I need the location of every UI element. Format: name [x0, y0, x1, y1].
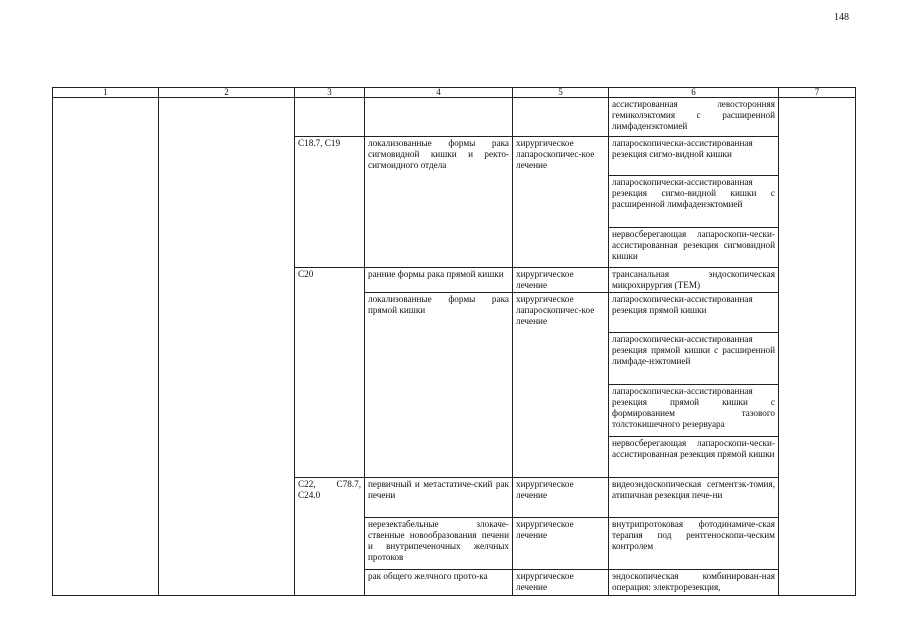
method-cell: трансанальная эндоскопическая микрохирургия (ТЕМ)	[609, 268, 779, 293]
method-cell: нервосберегающая лапароскопи-чески- ассистированная резекция сигмовидной кишки	[609, 228, 779, 268]
treatment-type-cell: хирургическое лечение	[513, 570, 609, 596]
method-cell: лапароскопически-ассистированная резекция прямой кишки с формированием тазового толстокишечного резервуара	[609, 385, 779, 437]
col2-cell	[159, 98, 295, 596]
table-row	[53, 98, 856, 137]
treatment-table	[52, 87, 856, 596]
code-cell	[295, 98, 365, 137]
condition-cell: локализованные формы рака сигмовидной кишки и ректо-сигмоидного отдела	[365, 137, 513, 268]
method-cell: внутрипротоковая фотодинамиче-ская терапия под рентгеноскопи-ческим контролем	[609, 518, 779, 570]
method-cell: видеоэндоскопическая сегментэк-томия, атипичная резекция пече-ни	[609, 478, 779, 518]
treatment-type-cell: хирургическое лапароскопичес-кое лечение	[513, 293, 609, 478]
header-cell-1: 1	[53, 88, 159, 98]
treatment-type-cell: хирургическое лечение	[513, 518, 609, 570]
method-cell: ассистированная левосторонняя гемиколэктомия с расширенной лимфаденэктомией	[609, 98, 779, 137]
condition-cell	[365, 98, 513, 137]
method-cell: эндоскопическая комбинирован-ная операция: электрорезекция,	[609, 570, 779, 596]
condition-cell: рак общего желчного прото-ка	[365, 570, 513, 596]
condition-cell: локализованные формы рака прямой кишки	[365, 293, 513, 478]
header-cell-7: 7	[779, 88, 856, 98]
code-cell: C20	[295, 268, 365, 478]
header-cell-2: 2	[159, 88, 295, 98]
treatment-type-cell: хирургическое лечение	[513, 268, 609, 293]
method-cell: лапароскопически-ассистированная резекция сигмо-видной кишки с расширенной лимфаденэктомией	[609, 176, 779, 228]
col1-cell	[53, 98, 159, 596]
method-cell: нервосберегающая лапароскопи-чески-ассистированная резекция прямой кишки	[609, 437, 779, 478]
method-cell: лапароскопически-ассистированная резекция сигмо-видной кишки	[609, 137, 779, 176]
condition-cell: первичный и метастатиче-ский рак печени	[365, 478, 513, 518]
col7-cell	[779, 98, 856, 596]
header-cell-3: 3	[295, 88, 365, 98]
page-number: 148	[834, 12, 849, 23]
header-cell-6: 6	[609, 88, 779, 98]
method-cell: лапароскопически-ассистированная резекция прямой кишки с расширенной лимфаде-нэктомией	[609, 333, 779, 385]
method-cell: лапароскопически-ассистированная резекция прямой кишки	[609, 293, 779, 333]
treatment-type-cell: хирургическое лапароскопичес-кое лечение	[513, 137, 609, 268]
header-row	[53, 88, 856, 98]
treatment-type-cell	[513, 98, 609, 137]
header-cell-5: 5	[513, 88, 609, 98]
code-cell: C18.7, C19	[295, 137, 365, 268]
header-cell-4: 4	[365, 88, 513, 98]
treatment-type-cell: хирургическое лечение	[513, 478, 609, 518]
code-cell: C22, C78.7, C24.0	[295, 478, 365, 596]
condition-cell: нерезектабельные злокаче-ственные новообразования печени и внутрипеченочных желчных протоков	[365, 518, 513, 570]
condition-cell: ранние формы рака прямой кишки	[365, 268, 513, 293]
